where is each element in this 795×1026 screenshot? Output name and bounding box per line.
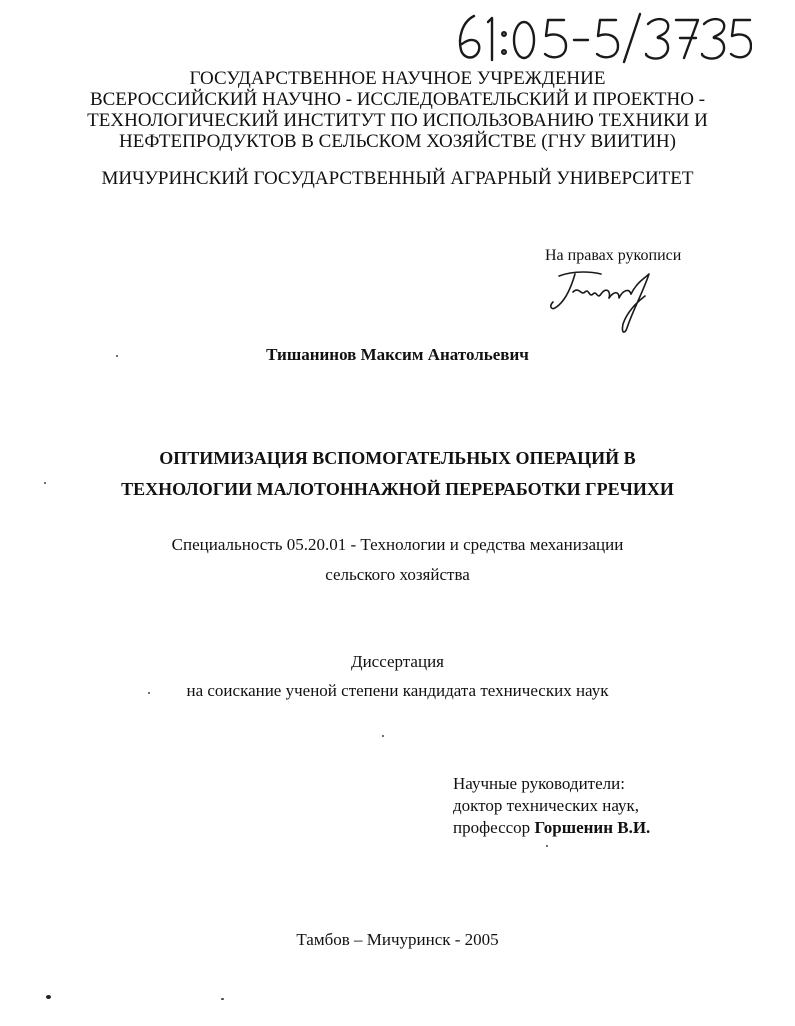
institution-line: ГОСУДАРСТВЕННОЕ НАУЧНОЕ УЧРЕЖДЕНИЕ bbox=[189, 68, 606, 89]
institution-header bbox=[0, 68, 795, 152]
scan-speck bbox=[46, 995, 51, 999]
supervisor-title: профессор bbox=[453, 818, 531, 837]
rights-note: На правах рукописи bbox=[545, 247, 682, 264]
supervisors-heading: Научные руководители: bbox=[453, 774, 625, 793]
specialty-line: Специальность 05.20.01 - Технологии и средства механизации bbox=[171, 535, 624, 554]
degree-line: на соискание ученой степени кандидата технических наук bbox=[186, 681, 609, 700]
scan-speck bbox=[116, 355, 118, 357]
scan-speck bbox=[546, 845, 548, 847]
specialty-line: сельского хозяйства bbox=[325, 565, 470, 584]
signature bbox=[545, 262, 665, 337]
city-year: Тамбов – Мичуринск - 2005 bbox=[296, 930, 499, 949]
archive-code-handwritten bbox=[452, 8, 752, 66]
scan-speck bbox=[44, 482, 46, 484]
title-line: ТЕХНОЛОГИИ МАЛОТОННАЖНОЙ ПЕРЕРАБОТКИ ГРЕЧИХИ bbox=[121, 479, 674, 499]
scan-speck bbox=[148, 692, 150, 694]
supervisors-block bbox=[453, 773, 650, 839]
author-name: Тишанинов Максим Анатольевич bbox=[266, 345, 529, 364]
institution-line: НЕФТЕПРОДУКТОВ В СЕЛЬСКОМ ХОЗЯЙСТВЕ (ГНУ ВИИТИН) bbox=[119, 131, 676, 152]
signature-drawing bbox=[545, 262, 665, 337]
scan-speck bbox=[382, 735, 384, 737]
university-name: МИЧУРИНСКИЙ ГОСУДАРСТВЕННЫЙ АГРАРНЫЙ УНИВЕРСИТЕТ bbox=[101, 168, 694, 189]
title-line: ОПТИМИЗАЦИЯ ВСПОМОГАТЕЛЬНЫХ ОПЕРАЦИЙ В bbox=[159, 448, 636, 468]
dissertation-title bbox=[0, 443, 795, 505]
supervisor-line bbox=[453, 817, 650, 839]
scan-speck bbox=[221, 998, 224, 1000]
supervisor-name: Горшенин В.И. bbox=[534, 818, 651, 837]
dissertation-label: Диссертация bbox=[350, 652, 444, 671]
institution-line: ВСЕРОССИЙСКИЙ НАУЧНО - ИССЛЕДОВАТЕЛЬСКИЙ И ПРОЕКТНО - bbox=[89, 89, 706, 110]
institution-line: ТЕХНОЛОГИЧЕСКИЙ ИНСТИТУТ ПО ИСПОЛЬЗОВАНИЮ ТЕХНИКИ И bbox=[87, 110, 708, 131]
supervisor-degree: доктор технических наук, bbox=[453, 796, 640, 815]
